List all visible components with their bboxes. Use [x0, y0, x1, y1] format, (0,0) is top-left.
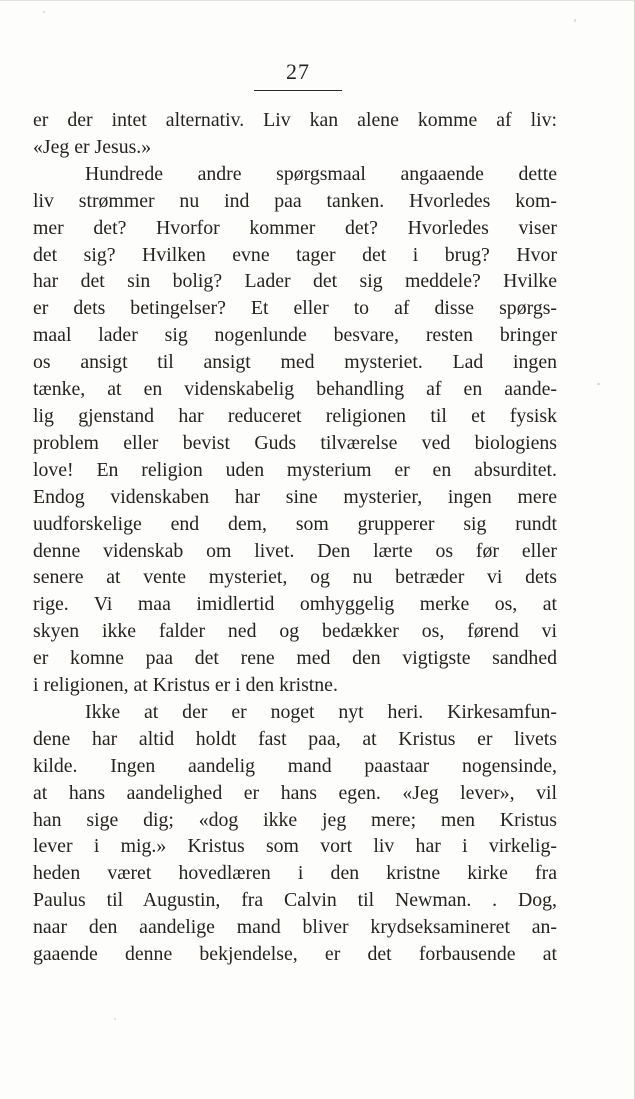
text-line: Endog videnskaben har sine mysterier, ingen mere: [33, 485, 557, 508]
paper-speck: [114, 1018, 116, 1020]
body-text: [33, 107, 557, 968]
text-line: os ansigt til ansigt med mysteriet. Lad ingen: [33, 351, 557, 374]
paper-speck: [43, 11, 45, 13]
text-line: senere at vente mysteriet, og nu betræder vi dets: [33, 566, 557, 589]
text-line: rige. Vi maa imidlertid omhyggelig merke os, at: [33, 593, 557, 616]
text-line: han sige dig; «dog ikke jeg mere; men Kristus: [33, 808, 557, 831]
text-line: uudforskelige end dem, som grupperer sig rundt: [33, 512, 557, 535]
paper-speck: [597, 383, 600, 385]
text-line: i religionen, at Kristus er i den kristne.: [33, 674, 338, 697]
text-line: denne videnskab om livet. Den lærte os før eller: [33, 539, 557, 562]
text-line: skyen ikke falder ned og bedækker os, førend vi: [33, 620, 557, 643]
text-line: er komne paa det rene med den vigtigste sandhed: [33, 647, 557, 670]
text-line: er dets betingelser? Et eller to af disse spørgs-: [33, 297, 557, 320]
text-line: Paulus til Augustin, fra Calvin til Newman. . Dog,: [33, 889, 557, 912]
text-line: Ikke at der er noget nyt heri. Kirkesamfun-: [85, 700, 557, 723]
paper-speck: [574, 19, 576, 22]
text-line: kilde. Ingen aandelig mand paastaar nogensinde,: [33, 754, 557, 777]
text-line: «Jeg er Jesus.»: [33, 135, 152, 158]
page-number: 27: [286, 59, 310, 84]
text-line: lig gjenstand har reduceret religionen til et fysisk: [33, 404, 557, 427]
text-line: Hundrede andre spørgsmaal angaaende dette: [85, 162, 557, 185]
text-line: dene har altid holdt fast paa, at Kristus er livets: [33, 727, 557, 750]
text-line: tænke, at en videnskabelig behandling af en aande-: [33, 378, 557, 401]
text-line: mer det? Hvorfor kommer det? Hvorledes viser: [33, 216, 557, 239]
text-line: problem eller bevist Guds tilværelse ved biologiens: [33, 431, 557, 454]
page-number-rule: [254, 90, 342, 91]
text-line: det sig? Hvilken evne tager det i brug? Hvor: [33, 243, 557, 266]
text-line: maal lader sig nogenlunde besvare, resten bringer: [33, 324, 557, 347]
text-line: har det sin bolig? Lader det sig meddele? Hvilke: [33, 270, 557, 293]
text-line: lever i mig.» Kristus som vort liv har i virkelig-: [33, 835, 557, 858]
text-line: at hans aandelighed er hans egen. «Jeg lever», vil: [33, 781, 557, 804]
text-line: love! En religion uden mysterium er en absurditet.: [33, 458, 557, 481]
text-line: heden været hovedlæren i den kristne kirke fra: [33, 862, 557, 885]
text-line: er der intet alternativ. Liv kan alene komme af liv:: [33, 109, 557, 131]
text-line: gaaende denne bekjendelse, er det forbausende at: [33, 943, 557, 966]
text-line: liv strømmer nu ind paa tanken. Hvorledes kom-: [33, 189, 557, 212]
text-line: naar den aandelige mand bliver krydseksamineret an-: [33, 916, 557, 939]
